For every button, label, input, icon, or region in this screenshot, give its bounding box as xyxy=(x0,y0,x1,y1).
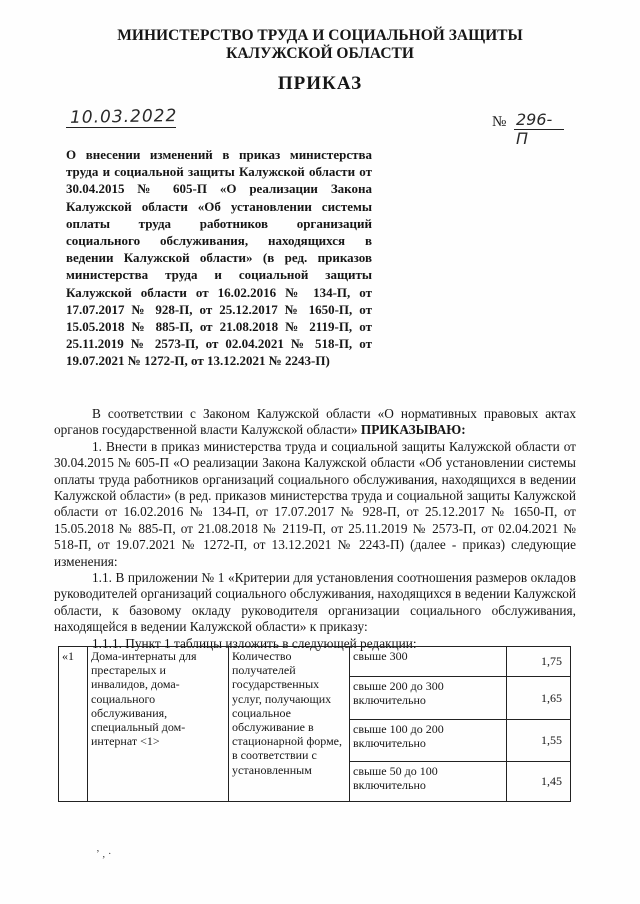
range-cell: свыше 100 до 200 включительно xyxy=(350,720,507,762)
order-body xyxy=(54,406,576,652)
ministry-line-2: КАЛУЖСКОЙ ОБЛАСТИ xyxy=(226,45,414,62)
order-keyword: ПРИКАЗЫВАЮ: xyxy=(360,422,466,438)
criterion-cell: Количество получателей государственных услуг, получающих социальное обслуживание в стационарной форме, в соответствии с установленным xyxy=(229,647,350,802)
item-number-cell: «1 xyxy=(59,647,88,802)
organization-type-cell: Дома-интернаты для престарелых и инвалидов, дома-социального обслуживания, специальный дом-интернат <1> xyxy=(88,647,229,802)
coefficient-cell: 1,55 xyxy=(507,720,571,762)
clause-1: 1. Внести в приказ министерства труда и социальной защиты Калужской области от 30.04.2015 № 605-П «О реализации Закона Калужской области «Об установлении системы оплаты труда работников организаций социального обслуживания, находящихся в ведении Калужской области» (в ред. приказов министерства труда и социальной защиты Калужской области от 16.02.2016 № 134-П, от 17.07.2017 № 928-П, от 25.12.2017 № 1650-П, от 15.05.2018 № 885-П, от 21.08.2018 № 2119-П, от 25.11.2019 № 2573-П, от 02.04.2021 № 518-П, от 19.07.2021 № 1272-П, от 13.12.2021 № 2243-П) (далее - приказ) следующие изменения: xyxy=(54,438,576,569)
order-subject: О внесении изменений в приказ министерства труда и социальной защиты Калужской области от 30.04.2015 № 605-П «О реализации Закона Калужской области «Об установлении системы оплаты труда работников организаций социального обслуживания, находящихся в ведении Калужской области» (в ред. приказов министерства труда и социальной защиты Калужской области от 16.02.2016 № 134-П, от 17.07.2017 № 928-П, от 25.12.2017 № 1650-П, от 15.05.2018 № 885-П, от 21.08.2018 № 2119-П, от 25.11.2019 № 2573-П, от 02.04.2021 № 518-П, от 19.07.2021 № 1272-П, от 13.12.2021 № 2243-П) xyxy=(66,147,372,369)
scan-marks: ʼ , · xyxy=(96,848,112,860)
table-row xyxy=(59,647,571,677)
preamble-paragraph xyxy=(54,406,576,439)
coefficient-cell: 1,65 xyxy=(507,677,571,720)
clause-1-1-1: 1.1.1. Пункт 1 таблицы изложить в следующей редакции: xyxy=(92,635,417,651)
handwritten-date: 10.03.2022 xyxy=(69,106,178,128)
number-underline xyxy=(514,110,564,148)
handwritten-number: 296-П xyxy=(516,110,553,148)
date-field xyxy=(66,106,178,128)
order-number-field xyxy=(492,110,572,148)
criteria-table xyxy=(58,646,571,802)
coefficient-cell: 1,75 xyxy=(507,647,571,677)
preamble-text: В соответствии с Законом Калужской области «О нормативных правовых актах органов государственной власти Калужской области» xyxy=(54,406,576,438)
document-type-title: ПРИКАЗ xyxy=(277,73,363,94)
ministry-line-1: МИНИСТЕРСТВО ТРУДА И СОЦИАЛЬНОЙ ЗАЩИТЫ xyxy=(117,27,523,44)
range-cell: свыше 300 xyxy=(350,647,507,677)
clause-1-1: 1.1. В приложении № 1 «Критерии для установления соотношения размеров окладов руководителей организаций социального обслуживания, находящихся в ведении Калужской области, к базовому окладу руководителя организации социального обслуживания, находящейся в ведении Калужской области» к приказу: xyxy=(54,570,576,635)
range-cell: свыше 50 до 100 включительно xyxy=(350,762,507,802)
ministry-header xyxy=(0,27,640,63)
range-cell: свыше 200 до 300 включительно xyxy=(350,677,507,720)
coefficient-cell: 1,45 xyxy=(507,762,571,802)
number-sign: № xyxy=(492,114,507,130)
